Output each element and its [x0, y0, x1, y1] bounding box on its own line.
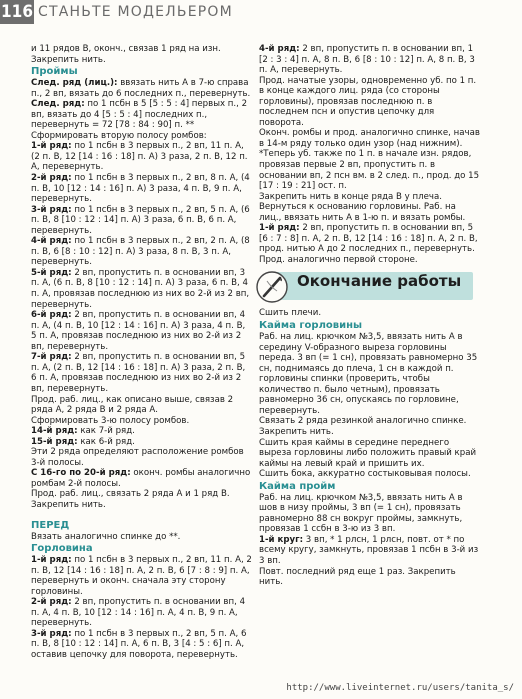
instruction-paragraph — [31, 236, 253, 268]
instruction-paragraph — [259, 223, 481, 255]
instruction-paragraph — [31, 78, 253, 99]
row-label: 1-й ряд: — [31, 141, 72, 152]
row-text: как 7-й ряд. — [77, 426, 135, 437]
instruction-paragraph — [31, 268, 253, 310]
row-text: 3 вп, * 1 рлсн, 1 рлсн, повт. от * по всему кругу, замкнуть, провязав 1 псбн в 3-й из 3 вп. — [259, 534, 479, 566]
row-label: 3-й ряд: — [31, 204, 72, 215]
instruction-paragraph — [31, 629, 253, 661]
row-label: 1-й ряд: — [259, 223, 300, 234]
instruction-paragraph: Эти 2 ряда определяют расположение ромбов 3-й полосы. — [31, 447, 244, 468]
row-label: 1-й ряд: — [31, 555, 72, 566]
row-label: 4-й ряд: — [259, 44, 300, 54]
right-column — [259, 44, 481, 588]
row-text: по 1 псбн в 3 первых п., 2 вп, 11 п. А, 2 п. В, 12 [14 : 16 : 18] п. А, 2 п. В, 6 [7 : 8 : 9] п. А, перевернуть и оконч. сначала эту сторону горловины. — [31, 555, 252, 597]
row-text: оконч. ромбы аналогично ромбам 2-й полосы. — [31, 468, 251, 489]
row-text: 2 вп, пропустить п. в основании вп, 4 п. А, 4 п. В, 10 [12 : 14 : 16] п. А, 4 п. В, 9 п. А, перевернуть. — [31, 597, 246, 629]
instruction-paragraph — [31, 468, 253, 489]
instruction-paragraph — [259, 535, 481, 567]
row-label: След. ряд: — [31, 99, 85, 110]
section-heading: Кайма горловины — [259, 320, 363, 332]
instruction-paragraph: и 11 рядов В, оконч., связав 1 ряд на изн. — [31, 44, 221, 54]
source-url: http://www.liveinternet.ru/users/tanita_s/ — [286, 683, 514, 693]
row-label: 14-й ряд: — [31, 426, 78, 437]
instruction-paragraph — [259, 44, 481, 76]
instruction-paragraph: Прод. раб. лиц., как описано выше, связав 2 ряда А, 2 ряда В и 2 ряда А. — [31, 394, 234, 416]
spacer — [31, 511, 253, 519]
row-text: по 1 псбн в 3 первых п., 2 вп, 2 п. А, (8 п. В, 6 [8 : 10 : 12] п. А) 3 раза, 8 п. В, 3 п. А, перевернуть. — [31, 236, 250, 268]
section-heading: ПЕРЕД — [31, 519, 70, 531]
left-column — [31, 44, 253, 661]
section-banner — [255, 272, 485, 302]
instruction-paragraph: Сшить плечи. — [259, 308, 322, 319]
page-header — [0, 0, 522, 26]
instruction-paragraph: Раб. на лиц. крючком №3,5, ввязать нить А в середину V-образного выреза горловины переда. 3 вп (= 1 сн), провязать равномерно 35 сн, поднимаясь до плеча, 1 сн в каждой п. горловины спинки (проверить, чтобы количество п. было четным), провязать равномерно 36 сн, опускаясь по горловине, перевернуть. — [259, 332, 478, 416]
instruction-paragraph — [31, 310, 253, 352]
row-text: 2 вп, пропустить п. в основании вп, 5 [6 : 7 : 8] п. А, 2 п. В, 12 [14 : 16 : 18] п. А, 2 п. В, прод. нитью А до 2 последних п., перевернуть. — [259, 223, 478, 255]
row-text: по 1 псбн в 3 первых п., 2 вп, 11 п. А, (2 п. В, 12 [14 : 16 : 18] п. А) 3 раза, 2 п. В, 12 п. А, перевернуть. — [31, 141, 248, 173]
row-label: 3-й ряд: — [31, 628, 72, 639]
row-text: 2 вп, пропустить п. в основании вп, 3 п. А, (6 п. В, 8 [10 : 12 : 14] п. А) 3 раза, 6 п. В, 4 п. А, провязав последнюю из них во 2-й из 2 вп, перевернуть. — [31, 267, 250, 310]
instruction-paragraph — [31, 205, 253, 237]
instruction-paragraph — [31, 99, 253, 131]
section-heading: Горловина — [31, 543, 93, 555]
row-text: по 1 псбн в 3 первых п., 2 вп, 5 п. А, (6 п. В, 8 [10 : 12 : 14] п. А) 3 раза, 6 п. В, 6 п. А, перевернуть. — [31, 204, 250, 236]
instruction-paragraph: Сформировать вторую полосу ромбов: — [31, 130, 207, 141]
instruction-paragraph — [31, 352, 253, 394]
instruction-paragraph: Сшить бока, аккуратно состыковывая полосы. — [259, 469, 471, 480]
instruction-paragraph: Прод. начатые узоры, одновременно уб. по 1 п. в конце каждого лиц. ряда (со стороны горловины), провязав последнюю п. в последнем псн и опустив цепочку для поворота. — [259, 75, 477, 128]
row-label: 6-й ряд: — [31, 310, 72, 321]
instruction-paragraph: Вернуться к основанию горловины. Раб. на лиц., ввязать нить А в 1-ю п. и вязать ромбы. — [259, 202, 466, 223]
instruction-paragraph: Сформировать 3-ю полосу ромбов. — [31, 415, 190, 426]
row-text: 2 вп, пропустить п. в основании вп, 5 п. А, (2 п. В, 12 [14 : 16 : 18] п. А) 3 раза, 2 п. В, 6 п. А, провязав последнюю из них во 2-й из 2 вп, перевернуть. — [31, 352, 246, 394]
banner-title: Окончание работы — [297, 272, 462, 291]
crochet-hook-icon — [255, 270, 289, 304]
row-text: по 1 псбн в 3 первых п., 2 вп, 8 п. А, (4 п. В, 10 [12 : 14 : 16] п. А) 3 раза, 4 п. В, 9 п. А, перевернуть. — [31, 173, 250, 205]
row-text: как 6-й ряд. — [77, 436, 135, 447]
instruction-paragraph — [31, 141, 253, 173]
instruction-paragraph: Связать 2 ряда резинкой аналогично спинке. — [259, 416, 467, 427]
row-label: 5-й ряд: — [31, 267, 72, 278]
instruction-paragraph — [31, 555, 253, 597]
instruction-paragraph — [31, 426, 253, 437]
instruction-paragraph: Сшить края каймы в середине переднего выреза горловины либо положить правый край каймы на левый край и пришить их. — [259, 437, 477, 469]
row-label: След. ряд (лиц.): — [31, 78, 118, 89]
instruction-paragraph — [31, 437, 253, 448]
instruction-paragraph — [31, 597, 253, 629]
section-heading: Кайма пройм — [259, 480, 336, 492]
row-label: 2-й ряд: — [31, 597, 72, 608]
instruction-paragraph: Прод. аналогично первой стороне. — [259, 254, 418, 265]
row-text: по 1 псбн в 3 первых п., 2 вп, 5 п. А, 6 п. В, 8 [10 : 12 : 14] п. А, 6 п. В, 3 [4 : 5 : 6] п. А, оставив цепочку для поворота, перевернуть. — [31, 628, 247, 660]
row-label: 2-й ряд: — [31, 173, 72, 184]
row-label: С 16-го по 20-й ряд: — [31, 468, 131, 479]
instruction-paragraph: Закрепить нить. — [259, 426, 334, 437]
row-text: по 1 псбн в 5 [5 : 5 : 4] первых п., 2 вп, вязать до 4 [5 : 5 : 4] последних п., перевернуть = 72 [78 : 84 : 90] п. ** — [31, 99, 248, 131]
row-label: 4-й ряд: — [31, 236, 72, 247]
row-label: 15-й ряд: — [31, 436, 78, 447]
instruction-paragraph: Раб. на лиц. крючком №3,5, ввязать нить А в шов в низу проймы, 3 вп (= 1 сн), провязать равномерно 88 сн вокруг проймы, замкнуть, провязав 1 ссбн в 3-ю из 3 вп. — [259, 492, 463, 535]
chapter-title: СТАНЬТЕ МОДЕЛЬЕРОМ — [38, 4, 233, 20]
instruction-paragraph: Закрепить нить в конце ряда В у плеча. — [259, 191, 442, 202]
instruction-paragraph: Оконч. ромбы и прод. аналогично спинке, начав в 14-м ряду только один узор (над нижним). *Теперь уб. также по 1 п. в начале изн. рядов, провязав первые 2 вп, пропустить п. в основании вп, 2 псн вм. в 2 след. п., прод. до 15 [17 : 19 : 21] ост. п. — [259, 128, 480, 192]
instruction-paragraph: Прод. раб. лиц., связать 2 ряда А и 1 ряд В. — [31, 489, 230, 500]
section-heading: Проймы — [31, 66, 78, 78]
row-text: ввязать нить А в 7-ю справа п., 2 вп, вязать до 6 последних п., перевернуть. — [31, 78, 251, 99]
instruction-paragraph — [31, 173, 253, 205]
row-label: 7-й ряд: — [31, 352, 72, 363]
instruction-paragraph: Вязать аналогично спинке до **. — [31, 531, 181, 542]
instruction-paragraph: Закрепить нить. — [31, 54, 106, 65]
page-number: 116 — [1, 2, 33, 22]
row-text: 2 вп, пропустить п. в основании вп, 4 п. А, (4 п. В, 10 [12 : 14 : 16] п. А) 3 раза, 4 п. В, 5 п. А, провязав последнюю из них во 2-й из 2 вп, перевернуть. — [31, 310, 246, 352]
row-label: 1-й круг: — [259, 534, 304, 545]
row-text: 2 вп, пропустить п. в основании вп, 1 [2 : 3 : 4] п. А, 8 п. В, 6 [8 : 10 : 12] п. А, 8 п. В, 3 п. А, перевернуть. — [259, 44, 475, 76]
instruction-paragraph: Закрепить нить. — [31, 499, 106, 510]
instruction-paragraph: Повт. последний ряд еще 1 раз. Закрепить нить. — [259, 566, 456, 588]
